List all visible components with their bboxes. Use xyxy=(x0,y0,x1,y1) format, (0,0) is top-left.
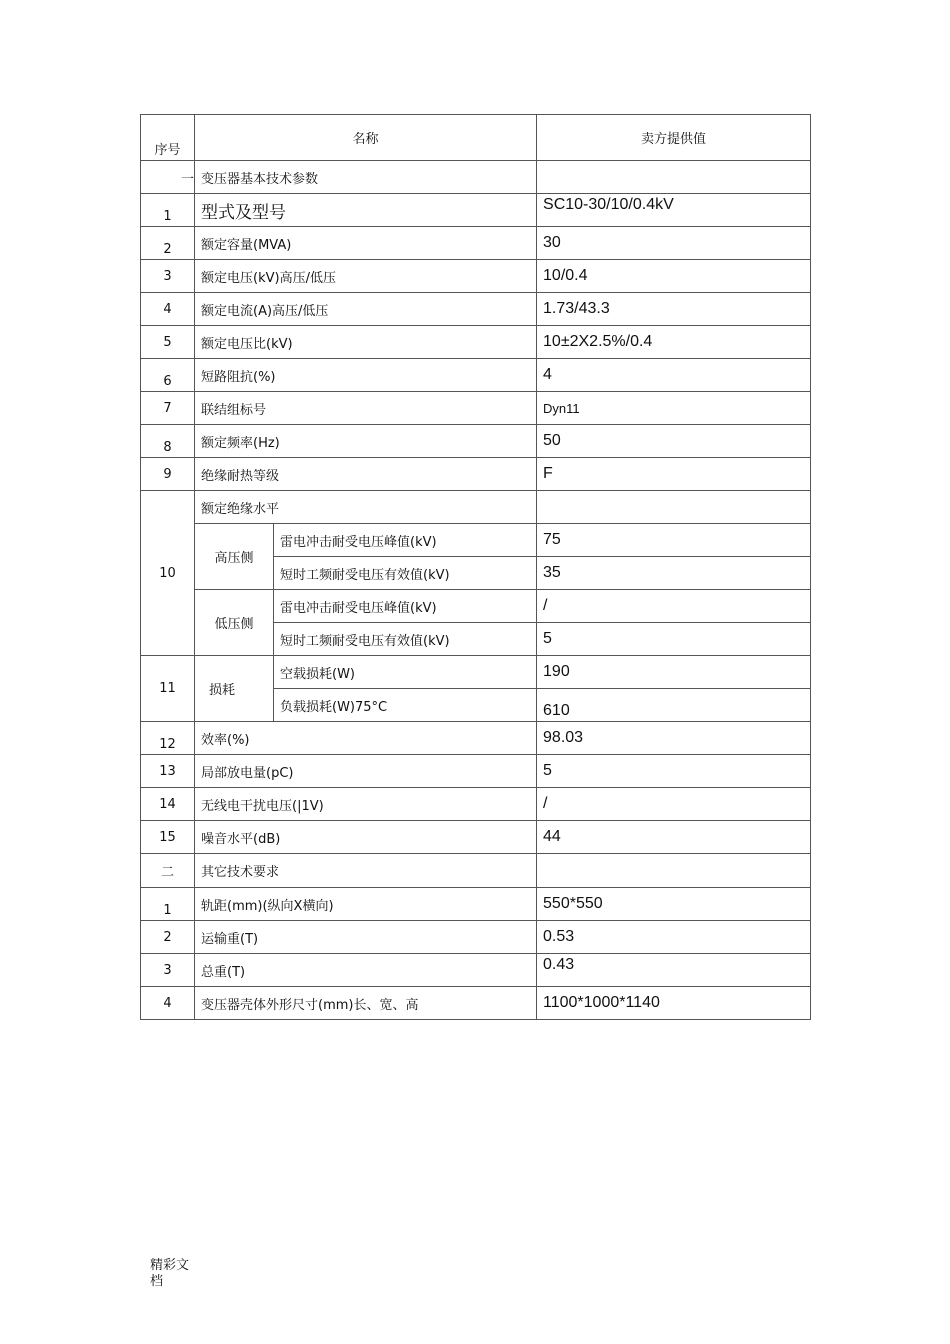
table-row xyxy=(141,954,811,987)
table-row xyxy=(141,656,811,689)
header-row xyxy=(141,115,811,161)
row-name: 运输重(T) xyxy=(195,921,537,954)
row-name: 空载损耗(W) xyxy=(274,656,537,689)
section-row-2 xyxy=(141,854,811,888)
row-value: 30 xyxy=(537,227,811,260)
row-value: 4 xyxy=(537,359,811,392)
table-row xyxy=(141,359,811,392)
row-name: 总重(T) xyxy=(195,954,537,987)
row-name: 雷电冲击耐受电压峰值(kV) xyxy=(274,590,537,623)
row-name: 短时工频耐受电压有效值(kV) xyxy=(274,557,537,590)
row-name: 效率(%) xyxy=(195,722,537,755)
row-name: 噪音水平(dB) xyxy=(195,821,537,854)
section-no: 二 xyxy=(141,854,195,888)
table-row xyxy=(141,888,811,921)
row-value: / xyxy=(537,590,811,623)
row-value: 610 xyxy=(537,689,811,722)
section-row-1 xyxy=(141,161,811,194)
footer-text: 精彩文档 xyxy=(150,1258,190,1289)
row-name: 额定电流(A)高压/低压 xyxy=(195,293,537,326)
row-value: 98.03 xyxy=(537,722,811,755)
row-value: 0.43 xyxy=(537,954,811,987)
row-value: 5 xyxy=(537,623,811,656)
header-no: 序号 xyxy=(141,115,195,161)
row-value: 75 xyxy=(537,524,811,557)
row-value: 50 xyxy=(537,425,811,458)
table-row xyxy=(141,921,811,954)
row-name: 局部放电量(pC) xyxy=(195,755,537,788)
row-value: 10±2X2.5%/0.4 xyxy=(537,326,811,359)
row-name: 额定电压(kV)高压/低压 xyxy=(195,260,537,293)
header-value: 卖方提供值 xyxy=(537,115,811,161)
row-no: 4 xyxy=(141,293,195,326)
table-row xyxy=(141,260,811,293)
row-value: 1.73/43.3 xyxy=(537,293,811,326)
table-row xyxy=(141,326,811,359)
row-name: 短路阻抗(%) xyxy=(195,359,537,392)
row-no: 8 xyxy=(141,425,195,458)
spec-table xyxy=(140,114,811,1020)
table-row xyxy=(141,821,811,854)
row-value: SC10-30/10/0.4kV xyxy=(537,194,811,227)
row-name: 无线电干扰电压(|1V) xyxy=(195,788,537,821)
row-value: Dyn11 xyxy=(537,392,811,425)
row-no: 3 xyxy=(141,260,195,293)
table-row xyxy=(141,458,811,491)
row-no: 13 xyxy=(141,755,195,788)
hv-label: 高压侧 xyxy=(195,524,274,590)
row-no: 7 xyxy=(141,392,195,425)
row-name: 负载损耗(W)75°C xyxy=(274,689,537,722)
row-no: 15 xyxy=(141,821,195,854)
row-no: 1 xyxy=(141,194,195,227)
table-row xyxy=(141,227,811,260)
row-no: 3 xyxy=(141,954,195,987)
table-row xyxy=(141,392,811,425)
row-value: 44 xyxy=(537,821,811,854)
row-no: 9 xyxy=(141,458,195,491)
lv-label: 低压侧 xyxy=(195,590,274,656)
table-row xyxy=(141,293,811,326)
table-row xyxy=(141,722,811,755)
row-value: 35 xyxy=(537,557,811,590)
row-name: 额定电压比(kV) xyxy=(195,326,537,359)
row-value xyxy=(537,491,811,524)
table-row xyxy=(141,194,811,227)
table-row xyxy=(141,524,811,557)
table-row xyxy=(141,987,811,1020)
row-name: 额定频率(Hz) xyxy=(195,425,537,458)
insulation-title-row xyxy=(141,491,811,524)
insulation-title: 额定绝缘水平 xyxy=(195,491,537,524)
row-name: 绝缘耐热等级 xyxy=(195,458,537,491)
row-value: 1100*1000*1140 xyxy=(537,987,811,1020)
row-no: 2 xyxy=(141,921,195,954)
row-name: 联结组标号 xyxy=(195,392,537,425)
row-no: 14 xyxy=(141,788,195,821)
row-no: 2 xyxy=(141,227,195,260)
row-no: 11 xyxy=(141,656,195,722)
section-title: 其它技术要求 xyxy=(195,854,537,888)
row-no: 4 xyxy=(141,987,195,1020)
loss-label: 损耗 xyxy=(195,656,274,722)
section-value xyxy=(537,161,811,194)
row-name: 型式及型号 xyxy=(195,194,537,227)
table-row xyxy=(141,755,811,788)
header-name: 名称 xyxy=(195,115,537,161)
row-name: 雷电冲击耐受电压峰值(kV) xyxy=(274,524,537,557)
row-value: 10/0.4 xyxy=(537,260,811,293)
row-no: 6 xyxy=(141,359,195,392)
row-name: 轨距(mm)(纵向X横向) xyxy=(195,888,537,921)
row-name: 变压器壳体外形尺寸(mm)长、宽、高 xyxy=(195,987,537,1020)
row-value: / xyxy=(537,788,811,821)
table-row xyxy=(141,788,811,821)
row-value: 190 xyxy=(537,656,811,689)
row-value: F xyxy=(537,458,811,491)
row-no: 1 xyxy=(141,888,195,921)
row-value: 5 xyxy=(537,755,811,788)
section-no: 一 xyxy=(141,161,195,194)
row-value: 550*550 xyxy=(537,888,811,921)
row-no: 10 xyxy=(141,491,195,656)
section-value xyxy=(537,854,811,888)
row-no: 5 xyxy=(141,326,195,359)
row-value: 0.53 xyxy=(537,921,811,954)
table-row xyxy=(141,590,811,623)
row-no: 12 xyxy=(141,722,195,755)
section-title: 变压器基本技术参数 xyxy=(195,161,537,194)
row-name: 额定容量(MVA) xyxy=(195,227,537,260)
table-row xyxy=(141,425,811,458)
row-name: 短时工频耐受电压有效值(kV) xyxy=(274,623,537,656)
